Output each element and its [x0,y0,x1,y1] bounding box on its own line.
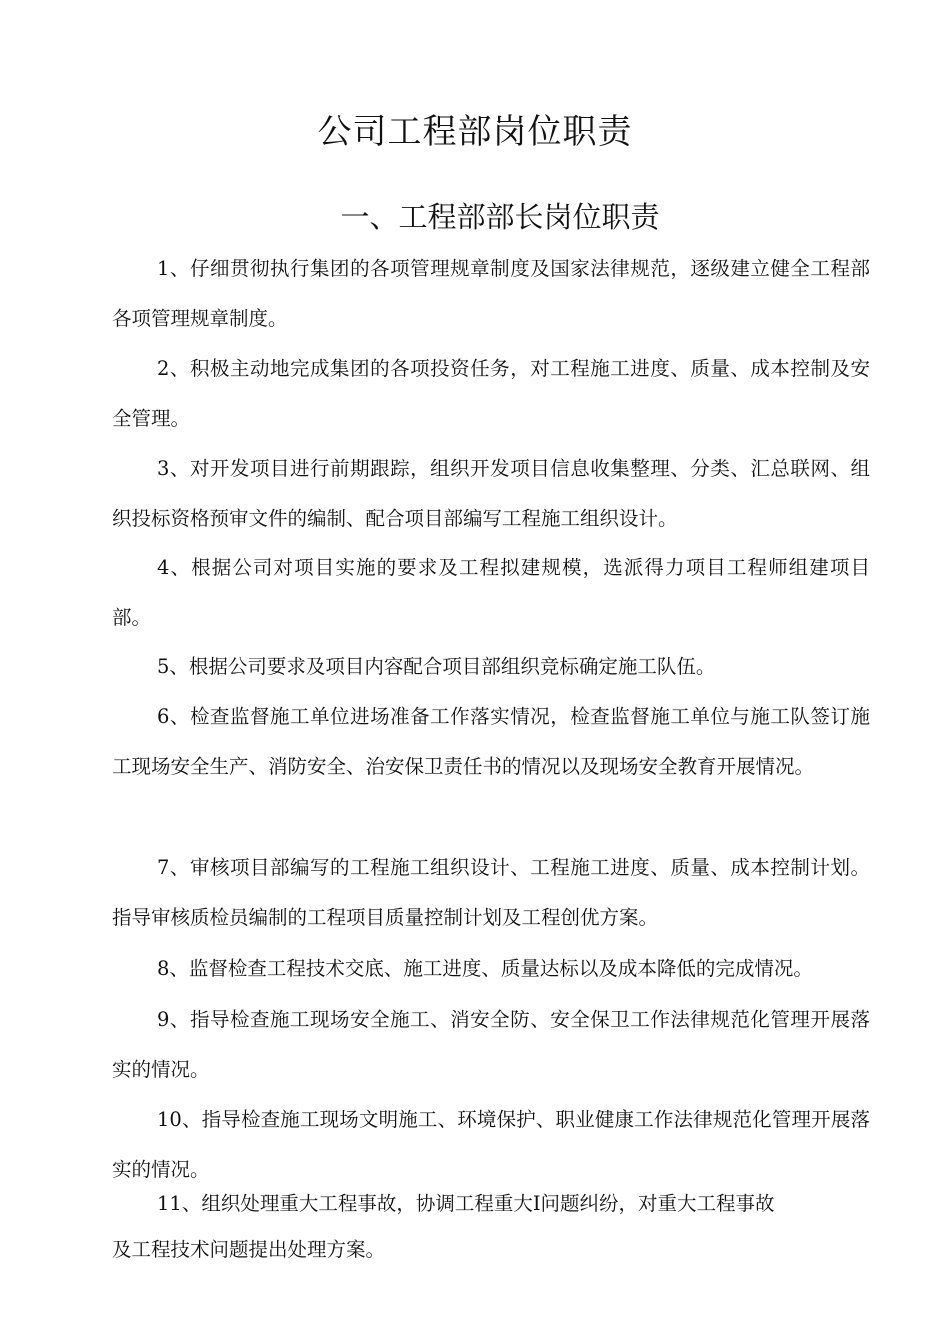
section-title: 一、工程部部长岗位职责 [340,200,660,234]
document-title: 公司工程部岗位职责 [317,112,633,152]
paragraph-11: 11、组织处理重大工程事故，协调工程重大I问题纠纷，对重大工程事故 [157,1192,775,1215]
paragraph-2: 2、积极主动地完成集团的各项投资任务，对工程施工进度、质量、成本控制及安全管理。 [112,357,870,430]
paragraph-10: 10、指导检查施工现场文明施工、环境保护、职业健康工作法律规范化管理开展落实的情况。 [112,1108,870,1181]
paragraph-3: 3、对开发项目进行前期跟踪，组织开发项目信息收集整理、分类、汇总联网、组织投标资格预审文件的编制、配合项目部编写工程施工组织设计。 [112,457,870,530]
paragraph-8: 8、监督检查工程技术交底、施工进度、质量达标以及成本降低的完成情况。 [157,957,813,980]
paragraph-1: 1、仔细贯彻执行集团的各项管理规章制度及国家法律规范，逐级建立健全工程部各项管理规章制度。 [112,257,870,330]
paragraph-6: 6、检查监督施工单位进场准备工作落实情况，检查监督施工单位与施工队签订施工现场安全生产、消防安全、治安保卫责任书的情况以及现场安全教育开展情况。 [112,705,870,778]
paragraph-7: 7、审核项目部编写的工程施工组织设计、工程施工进度、质量、成本控制计划。指导审核质检员编制的工程项目质量控制计划及工程创优方案。 [112,856,870,929]
paragraph-9: 9、指导检查施工现场安全施工、消安全防、安全保卫工作法律规范化管理开展落实的情况。 [112,1008,870,1081]
paragraph-5: 5、根据公司要求及项目内容配合项目部组织竞标确定施工队伍。 [157,655,716,678]
paragraph-4: 4、根据公司对项目实施的要求及工程拟建规模，选派得力项目工程师组建项目部。 [112,556,870,629]
paragraph-11-continued: 及工程技术问题提出处理方案。 [112,1238,386,1261]
